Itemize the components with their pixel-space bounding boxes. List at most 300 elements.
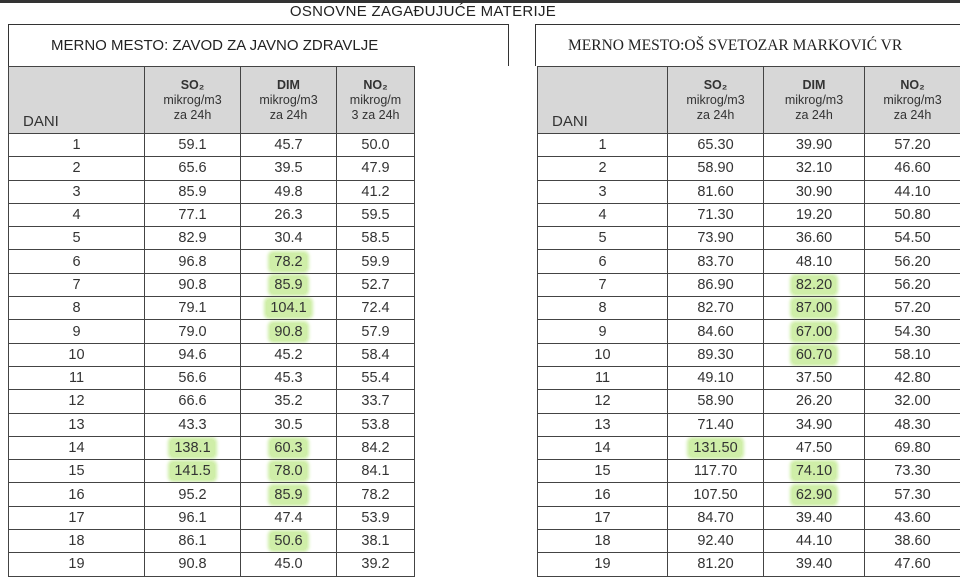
table-row (538, 366, 960, 389)
so2-cell (668, 483, 764, 506)
cell-value: 34.90 (796, 417, 832, 433)
cell-value: 13 (68, 417, 84, 433)
cell-value: 59.1 (178, 137, 206, 153)
cell-value: 2 (598, 160, 606, 176)
header-so2-name: SO₂ (145, 78, 240, 93)
cell-value: 82.20 (792, 276, 836, 294)
cell-value: 45.2 (274, 347, 302, 363)
cell-value: 18 (594, 533, 610, 549)
so2-cell (668, 413, 764, 436)
no2-cell (337, 553, 415, 576)
cell-value: 5 (72, 230, 80, 246)
day-cell (9, 180, 145, 203)
so2-cell (145, 366, 241, 389)
cell-value: 54.30 (894, 324, 930, 340)
cell-value: 89.30 (697, 347, 733, 363)
no2-cell (865, 366, 960, 389)
day-cell (538, 506, 668, 529)
cell-value: 77.1 (178, 207, 206, 223)
cell-value: 35.2 (274, 393, 302, 409)
day-cell (538, 483, 668, 506)
dim-cell (241, 506, 337, 529)
no2-cell (865, 483, 960, 506)
no2-cell (337, 343, 415, 366)
day-cell (538, 273, 668, 296)
so2-cell (145, 297, 241, 320)
day-cell (9, 506, 145, 529)
day-cell (538, 157, 668, 180)
cell-value: 36.60 (796, 230, 832, 246)
no2-cell (337, 390, 415, 413)
cell-value: 7 (72, 277, 80, 293)
no2-cell (865, 297, 960, 320)
table-row (9, 157, 415, 180)
day-cell (9, 460, 145, 483)
table-row (538, 273, 960, 296)
so2-cell (145, 460, 241, 483)
cell-value: 82.70 (697, 300, 733, 316)
station-title-left: MERNO MESTO: ZAVOD ZA JAVNO ZDRAVLJE (8, 24, 509, 66)
dim-cell (241, 203, 337, 226)
dim-cell (241, 483, 337, 506)
table-row (9, 460, 415, 483)
dim-cell (764, 227, 865, 250)
cell-value: 90.8 (178, 277, 206, 293)
header-dim (764, 67, 865, 134)
no2-cell (337, 506, 415, 529)
cell-value: 30.90 (796, 184, 832, 200)
no2-cell (865, 343, 960, 366)
cell-value: 59.9 (361, 254, 389, 270)
cell-value: 56.6 (178, 370, 206, 386)
so2-cell (668, 390, 764, 413)
cell-value: 50.6 (270, 532, 306, 550)
header-so2-period: za 24h (174, 108, 212, 122)
day-cell (9, 157, 145, 180)
cell-value: 39.90 (796, 137, 832, 153)
table-row (538, 320, 960, 343)
cell-value: 47.50 (796, 440, 832, 456)
cell-value: 14 (594, 440, 610, 456)
cell-value: 44.10 (796, 533, 832, 549)
dim-cell (241, 413, 337, 436)
cell-value: 18 (68, 533, 84, 549)
cell-value: 57.9 (361, 324, 389, 340)
cell-value: 53.8 (361, 417, 389, 433)
cell-value: 66.6 (178, 393, 206, 409)
cell-value: 16 (594, 487, 610, 503)
header-so2-unit: mikrog/m3 (163, 93, 221, 107)
cell-value: 6 (72, 254, 80, 270)
no2-cell (865, 530, 960, 553)
table-row (538, 227, 960, 250)
so2-cell (145, 436, 241, 459)
table-row (9, 366, 415, 389)
no2-cell (337, 483, 415, 506)
dim-cell (241, 250, 337, 273)
table-row (9, 273, 415, 296)
cell-value: 7 (598, 277, 606, 293)
day-cell (9, 413, 145, 436)
page-title: OSNOVNE ZAGAĐUJUĆE MATERIJE (0, 3, 846, 20)
cell-value: 48.10 (796, 254, 832, 270)
so2-cell (145, 320, 241, 343)
table-row (538, 483, 960, 506)
cell-value: 65.30 (697, 137, 733, 153)
header-no2 (865, 67, 960, 134)
cell-value: 4 (72, 207, 80, 223)
cell-value: 33.7 (361, 393, 389, 409)
table-row (9, 436, 415, 459)
cell-value: 65.6 (178, 160, 206, 176)
so2-cell (668, 134, 764, 157)
dim-cell (241, 180, 337, 203)
cell-value: 58.90 (697, 393, 733, 409)
no2-cell (337, 203, 415, 226)
so2-cell (145, 553, 241, 576)
cell-value: 87.00 (792, 299, 836, 317)
cell-value: 95.2 (178, 487, 206, 503)
cell-value: 19 (68, 556, 84, 572)
cell-value: 38.1 (361, 533, 389, 549)
cell-value: 1 (72, 137, 80, 153)
dim-cell (764, 506, 865, 529)
measurement-table-right (537, 66, 960, 577)
header-so2 (668, 67, 764, 134)
so2-cell (145, 134, 241, 157)
dim-cell (241, 134, 337, 157)
cell-value: 79.1 (178, 300, 206, 316)
dim-cell (241, 390, 337, 413)
no2-cell (865, 180, 960, 203)
dim-cell (764, 203, 865, 226)
cell-value: 11 (69, 370, 84, 386)
so2-cell (668, 250, 764, 273)
so2-cell (668, 297, 764, 320)
dim-cell (764, 343, 865, 366)
so2-cell (668, 343, 764, 366)
day-cell (538, 366, 668, 389)
cell-value: 92.40 (697, 533, 733, 549)
cell-value: 73.90 (697, 230, 733, 246)
cell-value: 14 (68, 440, 84, 456)
dim-cell (241, 157, 337, 180)
cell-value: 12 (68, 393, 84, 409)
dim-cell (241, 553, 337, 576)
so2-cell (668, 436, 764, 459)
cell-value: 85.9 (270, 486, 306, 504)
day-cell (9, 553, 145, 576)
so2-cell (145, 203, 241, 226)
cell-value: 90.8 (178, 556, 206, 572)
cell-value: 8 (598, 300, 606, 316)
cell-value: 19.20 (796, 207, 832, 223)
dim-cell (764, 413, 865, 436)
table-row (538, 436, 960, 459)
table-row (9, 343, 415, 366)
cell-value: 16 (68, 487, 84, 503)
header-no2-unit: mikrog/m (350, 93, 401, 107)
cell-value: 53.9 (361, 510, 389, 526)
day-cell (538, 530, 668, 553)
cell-value: 60.70 (792, 346, 836, 364)
dim-cell (764, 436, 865, 459)
no2-cell (865, 250, 960, 273)
cell-value: 84.60 (697, 324, 733, 340)
cell-value: 17 (594, 510, 610, 526)
cell-value: 49.8 (274, 184, 302, 200)
so2-cell (668, 506, 764, 529)
cell-value: 57.20 (894, 137, 930, 153)
header-no2-name: NO₂ (337, 78, 414, 93)
day-cell (9, 320, 145, 343)
cell-value: 82.9 (178, 230, 206, 246)
cell-value: 3 (598, 184, 606, 200)
cell-value: 78.2 (270, 253, 306, 271)
day-cell (9, 530, 145, 553)
cell-value: 57.20 (894, 300, 930, 316)
cell-value: 10 (594, 347, 610, 363)
cell-value: 6 (598, 254, 606, 270)
day-cell (9, 297, 145, 320)
cell-value: 45.0 (274, 556, 302, 572)
cell-value: 78.0 (270, 462, 306, 480)
so2-cell (145, 343, 241, 366)
dim-cell (764, 180, 865, 203)
table-row (538, 553, 960, 576)
day-cell (538, 227, 668, 250)
no2-cell (337, 320, 415, 343)
cell-value: 54.50 (894, 230, 930, 246)
no2-cell (337, 436, 415, 459)
cell-value: 86.1 (178, 533, 206, 549)
table-row (9, 180, 415, 203)
no2-cell (337, 460, 415, 483)
cell-value: 86.90 (697, 277, 733, 293)
cell-value: 84.70 (697, 510, 733, 526)
dim-cell (764, 553, 865, 576)
station-title-right: MERNO MESTO:OŠ SVETOZAR MARKOVIĆ VR (535, 24, 960, 66)
cell-value: 71.40 (697, 417, 733, 433)
cell-value: 141.5 (170, 462, 214, 480)
table-row (538, 506, 960, 529)
cell-value: 13 (594, 417, 610, 433)
cell-value: 44.10 (894, 184, 930, 200)
cell-value: 10 (68, 347, 84, 363)
so2-cell (668, 553, 764, 576)
cell-value: 57.30 (894, 487, 930, 503)
cell-value: 50.0 (361, 137, 389, 153)
table-row (9, 227, 415, 250)
cell-value: 56.20 (894, 277, 930, 293)
day-cell (538, 343, 668, 366)
cell-value: 49.10 (697, 370, 733, 386)
cell-value: 52.7 (361, 277, 389, 293)
header-no2-name: NO₂ (865, 78, 960, 93)
dim-cell (764, 390, 865, 413)
dim-cell (764, 366, 865, 389)
header-so2 (145, 67, 241, 134)
so2-cell (145, 273, 241, 296)
no2-cell (865, 390, 960, 413)
day-cell (9, 203, 145, 226)
table-row (9, 553, 415, 576)
day-cell (9, 273, 145, 296)
no2-cell (865, 436, 960, 459)
cell-value: 1 (598, 137, 606, 153)
so2-cell (145, 390, 241, 413)
so2-cell (668, 530, 764, 553)
header-no2 (337, 67, 415, 134)
no2-cell (865, 227, 960, 250)
no2-cell (337, 366, 415, 389)
cell-value: 26.20 (796, 393, 832, 409)
header-no2-period: 3 za 24h (352, 108, 400, 122)
no2-cell (337, 227, 415, 250)
table-row (9, 530, 415, 553)
no2-cell (337, 530, 415, 553)
table-row (538, 390, 960, 413)
no2-cell (337, 273, 415, 296)
day-cell (538, 203, 668, 226)
table-row (9, 320, 415, 343)
cell-value: 37.50 (796, 370, 832, 386)
header-no2-period: za 24h (894, 108, 932, 122)
cell-value: 5 (598, 230, 606, 246)
day-cell (9, 390, 145, 413)
dim-cell (241, 366, 337, 389)
table-row (538, 134, 960, 157)
no2-cell (865, 320, 960, 343)
cell-value: 85.9 (178, 184, 206, 200)
cell-value: 15 (68, 463, 84, 479)
cell-value: 131.50 (689, 439, 741, 457)
cell-value: 47.9 (361, 160, 389, 176)
cell-value: 84.1 (361, 463, 389, 479)
day-cell (538, 180, 668, 203)
table-row (538, 530, 960, 553)
table-row (538, 297, 960, 320)
day-cell (538, 390, 668, 413)
so2-cell (145, 413, 241, 436)
measurement-table-left (8, 66, 415, 577)
header-so2-name: SO₂ (668, 78, 763, 93)
cell-value: 62.90 (792, 486, 836, 504)
so2-cell (668, 227, 764, 250)
cell-value: 81.60 (697, 184, 733, 200)
dim-cell (764, 273, 865, 296)
no2-cell (865, 273, 960, 296)
dim-cell (241, 530, 337, 553)
dim-cell (241, 343, 337, 366)
cell-value: 43.3 (178, 417, 206, 433)
cell-value: 45.3 (274, 370, 302, 386)
cell-value: 81.20 (697, 556, 733, 572)
table-row (538, 250, 960, 273)
cell-value: 55.4 (361, 370, 389, 386)
cell-value: 9 (598, 324, 606, 340)
so2-cell (145, 157, 241, 180)
table-row (9, 250, 415, 273)
dim-cell (764, 320, 865, 343)
dim-cell (764, 530, 865, 553)
header-no2-unit: mikrog/m3 (883, 93, 941, 107)
cell-value: 59.5 (361, 207, 389, 223)
dim-cell (241, 273, 337, 296)
cell-value: 42.80 (894, 370, 930, 386)
no2-cell (865, 413, 960, 436)
cell-value: 47.60 (894, 556, 930, 572)
day-cell (538, 320, 668, 343)
table-row (9, 297, 415, 320)
dim-cell (241, 320, 337, 343)
cell-value: 104.1 (266, 299, 310, 317)
header-dim-name: DIM (764, 78, 864, 93)
day-cell (9, 366, 145, 389)
cell-value: 85.9 (270, 276, 306, 294)
cell-value: 26.3 (274, 207, 302, 223)
cell-value: 74.10 (792, 462, 836, 480)
cell-value: 58.5 (361, 230, 389, 246)
so2-cell (668, 460, 764, 483)
day-cell (538, 297, 668, 320)
cell-value: 58.90 (697, 160, 733, 176)
dim-cell (764, 297, 865, 320)
cell-value: 3 (72, 184, 80, 200)
no2-cell (865, 134, 960, 157)
cell-value: 8 (72, 300, 80, 316)
cell-value: 96.8 (178, 254, 206, 270)
cell-value: 38.60 (894, 533, 930, 549)
day-cell (9, 250, 145, 273)
cell-value: 43.60 (894, 510, 930, 526)
cell-value: 2 (72, 160, 80, 176)
dim-cell (764, 157, 865, 180)
header-days: DANI (9, 67, 145, 134)
dim-cell (764, 134, 865, 157)
table-row (9, 134, 415, 157)
so2-cell (145, 483, 241, 506)
table-row (9, 506, 415, 529)
so2-cell (668, 157, 764, 180)
header-dim (241, 67, 337, 134)
cell-value: 58.4 (361, 347, 389, 363)
no2-cell (865, 553, 960, 576)
dim-cell (764, 483, 865, 506)
no2-cell (337, 134, 415, 157)
dim-cell (241, 227, 337, 250)
cell-value: 71.30 (697, 207, 733, 223)
cell-value: 32.00 (894, 393, 930, 409)
day-cell (9, 227, 145, 250)
cell-value: 117.70 (694, 463, 737, 479)
cell-value: 15 (594, 463, 610, 479)
cell-value: 83.70 (697, 254, 733, 270)
cell-value: 60.3 (270, 439, 306, 457)
cell-value: 41.2 (361, 184, 389, 200)
so2-cell (145, 530, 241, 553)
header-days: DANI (538, 67, 668, 134)
cell-value: 96.1 (178, 510, 206, 526)
table-row (538, 203, 960, 226)
so2-cell (668, 273, 764, 296)
cell-value: 45.7 (274, 137, 302, 153)
header-dim-name: DIM (241, 78, 336, 93)
cell-value: 67.00 (792, 323, 836, 341)
header-so2-unit: mikrog/m3 (686, 93, 744, 107)
table-row (538, 413, 960, 436)
cell-value: 39.2 (361, 556, 389, 572)
